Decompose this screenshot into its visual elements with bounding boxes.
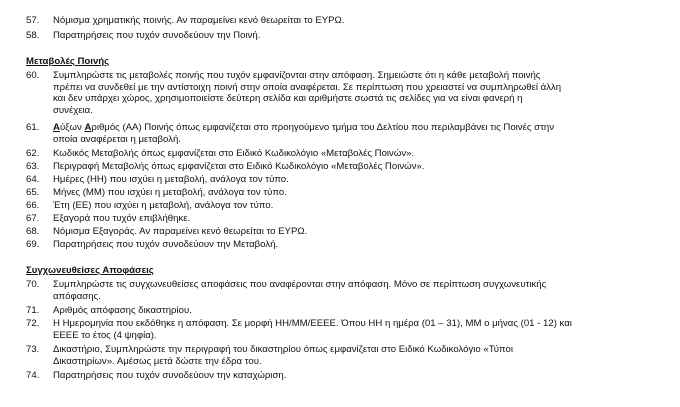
- item-text: Κωδικός Μεταβολής όπως εμφανίζεται στο Ειδικό Κωδικολόγιο «Μεταβολές Ποινών».: [53, 148, 415, 159]
- item-line: Αριθμός απόφασης δικαστηρίου.: [53, 305, 192, 316]
- item-text-part: ριθμός (ΑΑ) Ποινής όπως εμφανίζεται στο προηγούμενο τμήμα του Δελτίου που περιλαμβάνει τις Ποινές στην: [91, 122, 554, 133]
- item-text: Εξαγορά που τυχόν επιβλήθηκε.: [53, 213, 191, 224]
- item-number: 74.: [26, 370, 40, 381]
- item-number: 62.: [26, 148, 40, 159]
- underlined-letter: Α: [84, 122, 92, 133]
- item-number: 69.: [26, 239, 40, 250]
- item-line: και δεν υπάρχει χώρος, χρησιμοποιείστε δεύτερη σελίδα και αριθμήστε σωστά τις σελίδες για να είναι φανερή η: [53, 93, 523, 105]
- item-line: απόφασης.: [53, 290, 101, 302]
- item-text: [53, 279, 666, 302]
- item-number: 68.: [26, 226, 40, 237]
- item-text-part: ύξων: [59, 122, 85, 133]
- item-number: 72.: [26, 318, 40, 329]
- item-text: [53, 70, 666, 116]
- item-text: Νόμισμα Εξαγοράς. Αν παραμείνει κενό θεωρείται το ΕΥΡΩ.: [53, 226, 308, 237]
- section-heading-changes: Μεταβολές Ποινής: [26, 56, 110, 67]
- item-text: Περιγραφή Μεταβολής όπως εμφανίζεται στο Ειδικό Κωδικολόγιο «Μεταβολές Ποινών».: [53, 161, 425, 172]
- item-line: [53, 122, 666, 134]
- item-line: Συμπληρώστε τις μεταβολές ποινής που τυχόν εμφανίζονται στην απόφαση. Σημειώστε ότι η κάθε μεταβολή ποινής: [53, 70, 541, 81]
- item-number: 67.: [26, 213, 40, 224]
- item-line: Δικαστηρίων». Αμέσως μετά δώστε την έδρα του.: [53, 355, 262, 367]
- item-text: [53, 122, 666, 145]
- item-line: ΕΕΕΕ το έτος (4 ψηφία).: [53, 329, 157, 341]
- item-number: 63.: [26, 161, 40, 172]
- item-number: 65.: [26, 187, 40, 198]
- item-text: Παρατηρήσεις που τυχόν συνοδεύουν την Μεταβολή.: [53, 239, 279, 250]
- item-number: 70.: [26, 279, 40, 290]
- item-number: 60.: [26, 70, 40, 81]
- item-line: Παρατηρήσεις που τυχόν συνοδεύουν την καταχώριση.: [53, 370, 287, 381]
- item-text: Έτη (ΕΕ) που ισχύει η μεταβολή, ανάλογα τον τύπο.: [53, 200, 274, 211]
- item-line: πρέπει να συνδεθεί με την αντίστοιχη ποινή στην οποία αναφέρεται. Σε περίπτωση που χρειαστεί να συμπληρωθεί άλλη: [53, 81, 562, 93]
- item-number: 66.: [26, 200, 40, 211]
- item-text: Μήνες (ΜΜ) που ισχύει η μεταβολή, ανάλογα τον τύπο.: [53, 187, 287, 198]
- item-number: 71.: [26, 305, 40, 316]
- item-text: Παρατηρήσεις που τυχόν συνοδεύουν την Ποινή.: [53, 30, 261, 41]
- item-line: συνέχεια.: [53, 104, 93, 116]
- item-text: [53, 344, 666, 367]
- item-number: 58.: [26, 30, 40, 41]
- item-number: 64.: [26, 174, 40, 185]
- item-text: [53, 305, 666, 317]
- item-text: Ημέρες (ΗΗ) που ισχύει η μεταβολή, ανάλογα τον τύπο.: [53, 174, 289, 185]
- item-line: οποία αναφέρεται η μεταβολή.: [53, 133, 181, 145]
- section-heading-concurrent: Συγχωνευθείσες Αποφάσεις: [26, 265, 154, 276]
- item-number: 61.: [26, 122, 40, 133]
- item-number: 73.: [26, 344, 40, 355]
- item-text: [53, 370, 666, 382]
- underlined-letter: Α: [53, 122, 60, 133]
- item-number: 57.: [26, 15, 40, 26]
- item-line: Η Ημερομηνία που εκδόθηκε η απόφαση. Σε μορφή ΗΗ/ΜΜ/ΕΕΕΕ. Όπου ΗΗ η ημέρα (01 – 31), ΜΜ ο μήνας (01 - 12) και: [53, 318, 572, 329]
- item-line: Δικαστήριο, Συμπληρώστε την περιγραφή του δικαστηρίου όπως εμφανίζεται στο Ειδικό Κωδικολόγιο «Τύποι: [53, 344, 513, 355]
- item-text: [53, 318, 666, 341]
- item-text: Νόμισμα χρηματικής ποινής. Αν παραμείνει κενό θεωρείται το ΕΥΡΩ.: [53, 15, 345, 26]
- item-line: Συμπληρώστε τις συγχωνευθείσες αποφάσεις που αναφέρονται στην απόφαση. Μόνο σε περίπτωση συγχωνευτικής: [53, 279, 547, 290]
